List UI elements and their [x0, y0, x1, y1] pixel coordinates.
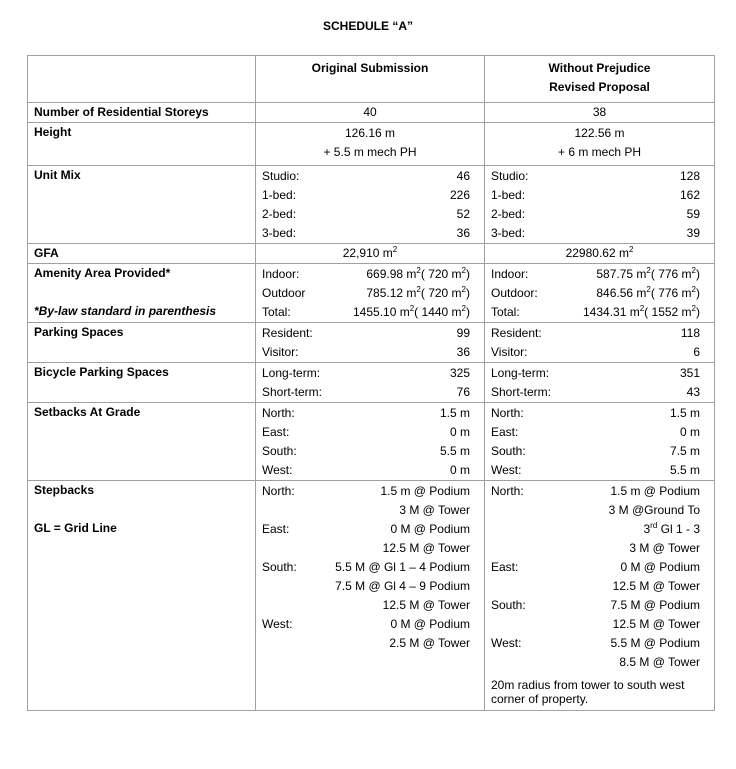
list-item: North: 1.5 m @ Podium: [262, 484, 470, 498]
parking-original: [256, 323, 485, 363]
height-original-line1: 126.16 m: [344, 126, 396, 140]
list-item: 3 M @Ground To: [608, 503, 700, 517]
amenity-label-cell: [28, 264, 256, 323]
list-item: Resident: 99: [262, 326, 470, 340]
list-item: 2-bed: 52: [262, 207, 470, 221]
stepbacks-label: Stepbacks: [34, 483, 95, 497]
schedule-table: [27, 55, 715, 711]
storeys-label: Number of Residential Storeys: [28, 103, 256, 123]
list-item: 8.5 M @ Tower: [619, 655, 700, 669]
gfa-row: [28, 244, 715, 264]
stepbacks-original: [256, 481, 485, 711]
list-item: North: 1.5 m: [491, 406, 700, 420]
header-revised: [485, 56, 715, 103]
height-revised-line1: 122.56 m: [574, 126, 625, 140]
list-item: Studio: 46: [262, 169, 470, 183]
list-item: West: 0 M @ Podium: [262, 617, 470, 631]
height-revised-line2: + 6 m mech PH: [557, 145, 642, 159]
list-item: Outdoor: 846.56 $m^2$( 776 $m^2$): [491, 285, 700, 300]
height-label: Height: [28, 123, 256, 166]
list-item: West: 5.5 m: [491, 463, 700, 477]
list-item: Short-term: 76: [262, 385, 470, 399]
header-blank: [28, 56, 256, 103]
list-item: Total: 1455.10 $m^2$( 1440 $m^2$): [262, 304, 470, 319]
header-original: [256, 56, 485, 103]
height-row: [28, 123, 715, 166]
storeys-original: 40: [256, 103, 485, 123]
height-revised: [485, 123, 715, 166]
amenity-revised: [485, 264, 715, 323]
list-item: South: 5.5 M @ Gl 1 – 4 Podium: [262, 560, 470, 574]
gfa-revised: 22980.62 $m^2$: [485, 244, 715, 264]
amenity-note: *By-law standard in parenthesis: [34, 304, 217, 318]
storeys-row: [28, 103, 715, 123]
stepbacks-revised: [485, 481, 715, 711]
stepbacks-row: [28, 481, 715, 711]
list-item: East: 0 m: [262, 425, 470, 439]
list-item: Long-term: 325: [262, 366, 470, 380]
list-item: South: 7.5 m: [491, 444, 700, 458]
height-original: [256, 123, 485, 166]
list-item: Visitor: 36: [262, 345, 470, 359]
list-item: North: 1.5 m @ Podium: [491, 484, 700, 498]
list-item: Indoor: 587.75 $m^2$( 776 $m^2$): [491, 266, 700, 281]
unit-mix-original-list: [256, 167, 484, 243]
amenity-label: Amenity Area Provided*: [34, 266, 171, 280]
list-item: 12.5 M @ Tower: [612, 617, 700, 631]
list-item: 3rd Gl 1 - 3: [643, 521, 700, 536]
list-item: South: 7.5 M @ Podium: [491, 598, 700, 612]
list-item: Visitor: 6: [491, 345, 700, 359]
list-item: 1-bed: 162: [491, 188, 700, 202]
gfa-label: GFA: [28, 244, 256, 264]
list-item: 3 M @ Tower: [399, 503, 470, 517]
bicycle-label: Bicycle Parking Spaces: [28, 363, 256, 403]
bicycle-revised: [485, 363, 715, 403]
schedule-title: SCHEDULE “A”: [322, 19, 413, 33]
list-item: Total: 1434.31 $m^2$( 1552 $m^2$): [491, 304, 700, 319]
amenity-original: [256, 264, 485, 323]
list-item: North: 1.5 m: [262, 406, 470, 420]
list-item: West: 0 m: [262, 463, 470, 477]
list-item: Studio: 128: [491, 169, 700, 183]
original-submission-header: Original Submission: [311, 61, 429, 75]
setbacks-label: Setbacks At Grade: [28, 403, 256, 481]
stepbacks-label-cell: [28, 481, 256, 711]
parking-row: [28, 323, 715, 363]
list-item: 3 M @ Tower: [629, 541, 700, 555]
parking-label: Parking Spaces: [28, 323, 256, 363]
list-item: Long-term: 351: [491, 366, 700, 380]
list-item: 12.5 M @ Tower: [612, 579, 700, 593]
list-item: 2.5 M @ Tower: [389, 636, 470, 650]
list-item: 1-bed: 226: [262, 188, 470, 202]
list-item: 12.5 M @ Tower: [382, 541, 470, 555]
stepbacks-revised-note: 20m radius from tower to south west corner of property.: [491, 678, 685, 706]
amenity-revised-list: [485, 265, 714, 322]
list-item: 3-bed: 36: [262, 226, 470, 240]
list-item: East: 0 m: [491, 425, 700, 439]
bicycle-original: [256, 363, 485, 403]
revised-header-line1: Without Prejudice: [548, 61, 651, 75]
revised-header-line2: Revised Proposal: [549, 80, 650, 94]
gfa-original: 22,910 $m^2$: [256, 244, 485, 264]
list-item: 7.5 M @ Gl 4 – 9 Podium: [335, 579, 470, 593]
list-item: Short-term: 43: [491, 385, 700, 399]
list-item: 12.5 M @ Tower: [382, 598, 470, 612]
bicycle-row: [28, 363, 715, 403]
unit-mix-revised: [485, 166, 715, 244]
list-item: 3-bed: 39: [491, 226, 700, 240]
list-item: Resident: 118: [491, 326, 700, 340]
amenity-row: [28, 264, 715, 323]
parking-revised: [485, 323, 715, 363]
list-item: West: 5.5 M @ Podium: [491, 636, 700, 650]
unit-mix-revised-list: [485, 167, 714, 243]
list-item: East: 0 M @ Podium: [491, 560, 700, 574]
header-row: [28, 56, 715, 103]
list-item: 2-bed: 59: [491, 207, 700, 221]
height-original-line2: + 5.5 m mech PH: [323, 145, 417, 159]
storeys-revised: 38: [485, 103, 715, 123]
list-item: South: 5.5 m: [262, 444, 470, 458]
list-item: Indoor: 669.98 $m^2$( 720 $m^2$): [262, 266, 470, 281]
setbacks-row: [28, 403, 715, 481]
grid-line-note: GL = Grid Line: [34, 521, 117, 535]
amenity-original-list: [256, 265, 484, 322]
unit-mix-label: Unit Mix: [28, 166, 256, 244]
unit-mix-original: [256, 166, 485, 244]
unit-mix-row: [28, 166, 715, 244]
list-item: Outdoor 785.12 $m^2$( 720 $m^2$): [262, 285, 470, 300]
setbacks-revised: [485, 403, 715, 481]
list-item: East: 0 M @ Podium: [262, 522, 470, 536]
setbacks-original: [256, 403, 485, 481]
